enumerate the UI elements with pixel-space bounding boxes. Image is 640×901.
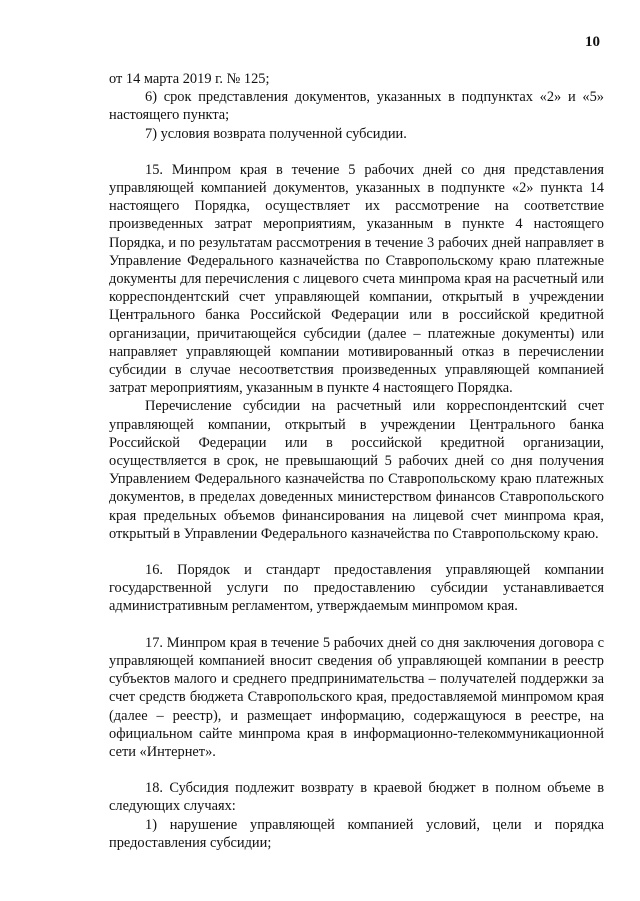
paragraph-clause-18: 18. Субсидия подлежит возврату в краевой бюджет в полном объеме в следующих случаях: — [109, 780, 604, 815]
paragraph-clause-15: 15. Минпром края в течение 5 рабочих дней со дня представления управляющей компанией документов, указанных в подпункте «2» пункта 14 настоящего Порядка, осуществляет их рассмотрение на соответствие произведенных затрат мероприятиям, указанным в пункте 4 настоящего Порядка, и по результатам рассмотрения в течение 3 рабочих дней направляет в Управление Федерального казначейства по Ставропольскому краю платежные документы для перечисления с лицевого счета минпрома края на расчетный или корреспондентский счет управляющей компании, открытый в учреждении Центрального банка Российской Федерации или в российской кредитной организации, причитающейся субсидии (далее – платежные документы) или направляет управляющей компании мотивированный отказ в перечислении субсидии в случае несоответствия произведенных управляющей компанией затрат мероприятиям, указанным в пункте 4 настоящего Порядка. — [109, 161, 604, 397]
paragraph-item-7: 7) условия возврата полученной субсидии. — [145, 125, 407, 142]
paragraph-continuation: от 14 марта 2019 г. № 125; — [109, 71, 270, 87]
paragraph-subsidy-transfer: Перечисление субсидии на расчетный или корреспондентский счет управляющей компании, открытый в учреждении Центрального банка Российской Федерации или в российской кредитной организации, осуществляется в срок, не превышающий 5 рабочих дней со дня получения Управлением Федерального казначейства по Ставропольскому краю платежных документов, в пределах доведенных министерством финансов Ставропольского края предельных объемов финансирования на лицевой счет минпрома края, открытый в Управлении Федерального казначейства по Ставропольскому краю. — [109, 398, 604, 542]
paragraph-item-6: 6) срок представления документов, указанных в подпунктах «2» и «5» настоящего пункта; — [109, 89, 604, 124]
paragraph-clause-17: 17. Минпром края в течение 5 рабочих дней со дня заключения договора с управляющей компанией вносит сведения об управляющей компании в реестр субъектов малого и среднего предпринимательства – получателей поддержки за счет средств бюджета Ставропольского края, предоставляемой минпромом края (далее – реестр), и размещает информацию, содержащуюся в реестре, на официальном сайте минпрома края в информационно-телекоммуникационной сети «Интернет». — [109, 634, 604, 760]
page-number: 10 — [585, 34, 600, 50]
document-body — [109, 70, 604, 852]
paragraph-clause-16: 16. Порядок и стандарт предоставления управляющей компании государственной услуги по предоставлению субсидии устанавливается административным регламентом, утверждаемым минпромом края. — [109, 562, 604, 615]
paragraph-clause-18-item-1: 1) нарушение управляющей компанией условий, цели и порядка предоставления субсидии; — [109, 816, 604, 851]
